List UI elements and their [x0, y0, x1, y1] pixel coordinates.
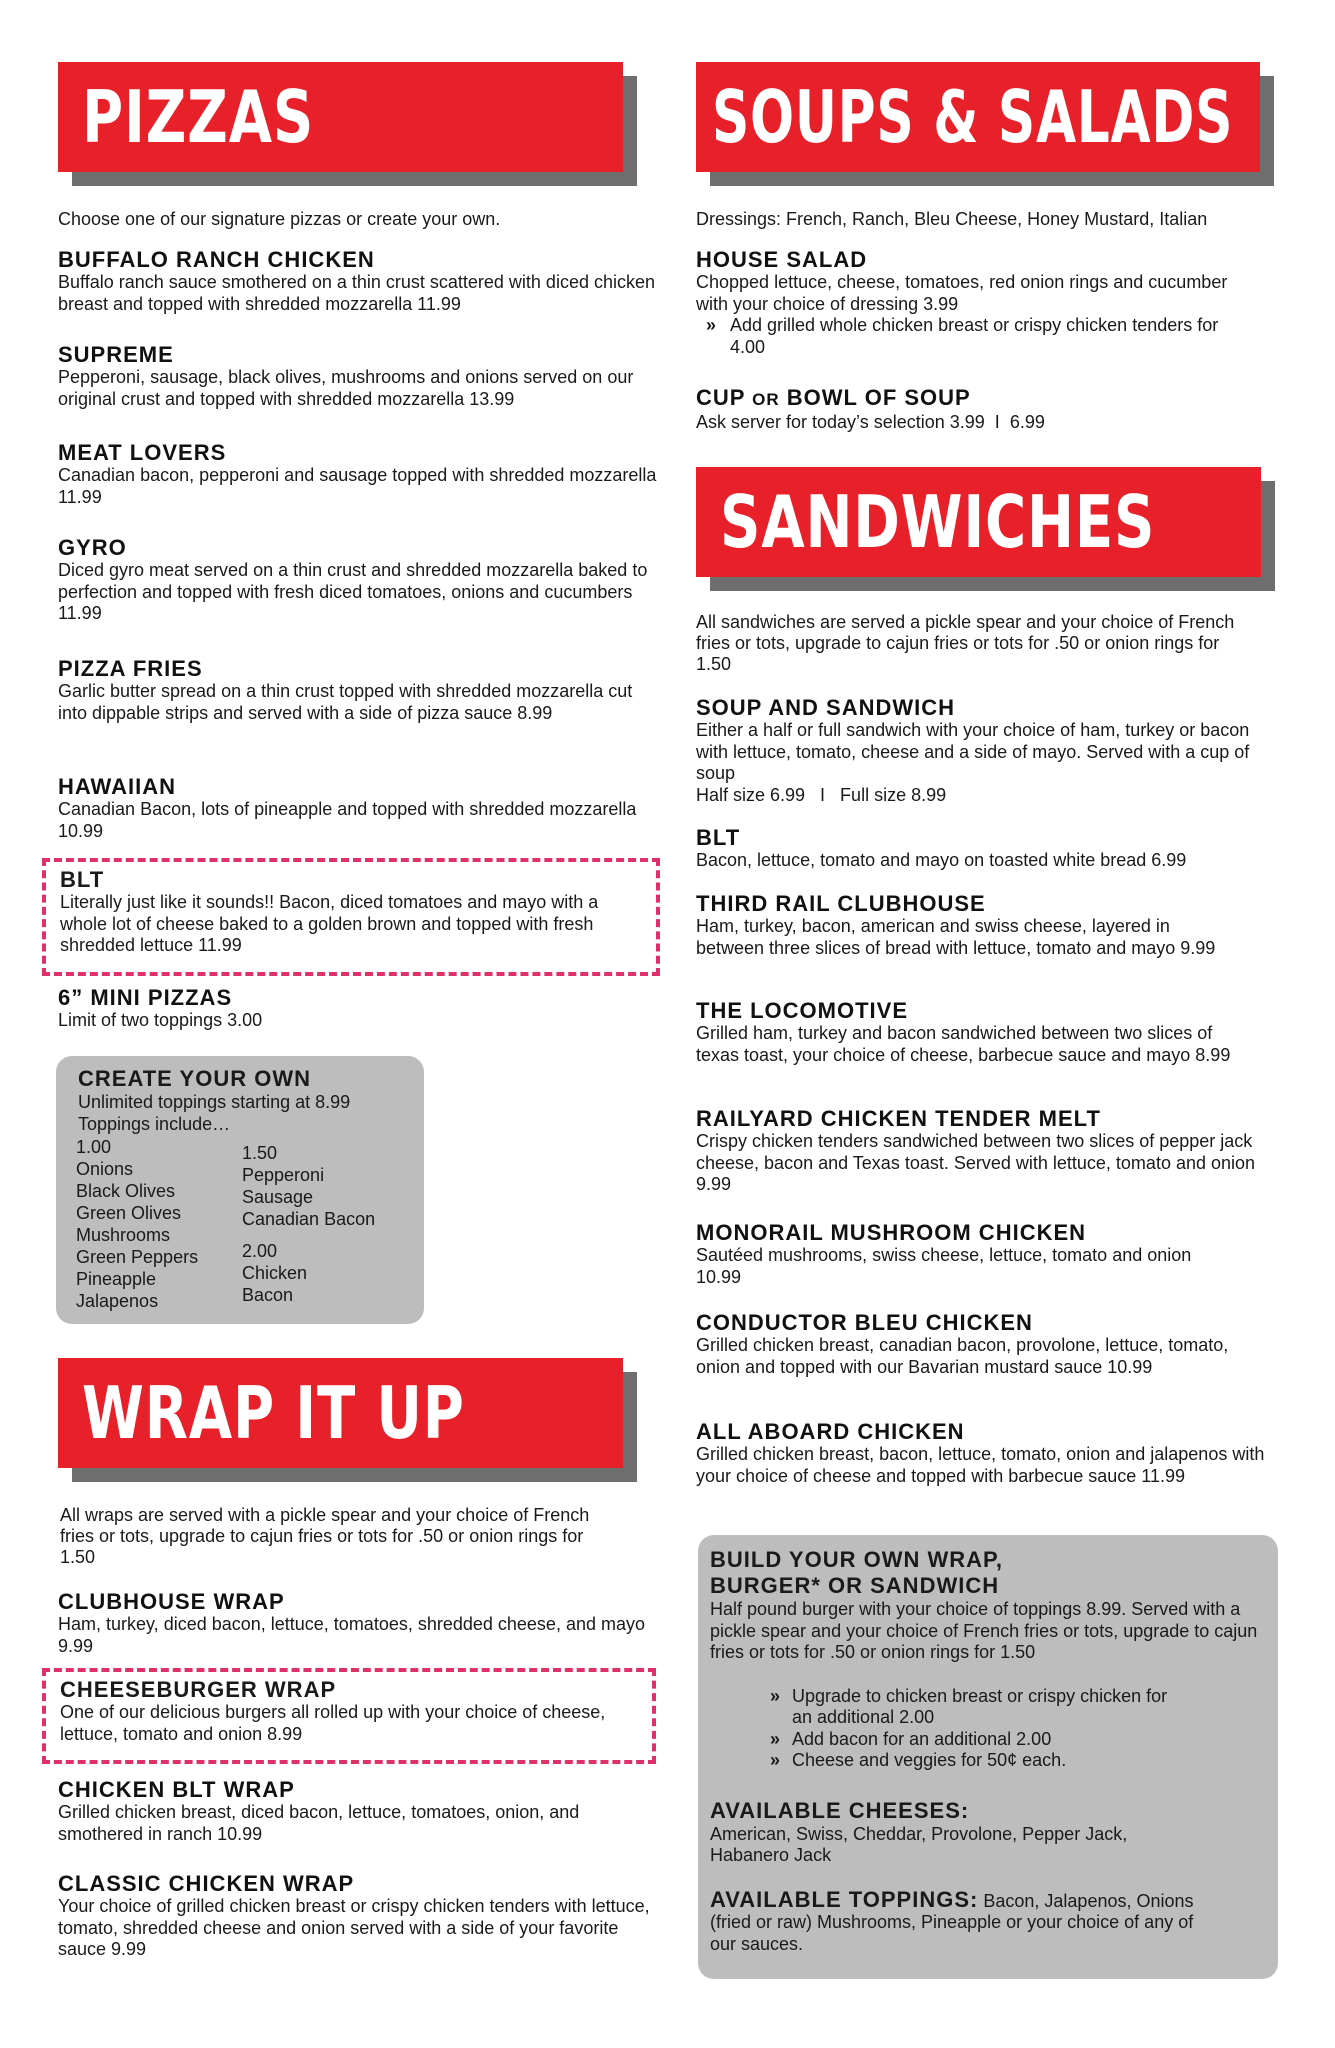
build-desc: Half pound burger with your choice of toppings 8.99. Served with a pickle spear and your choice of French fries or tots, upgrade to cajun fries or tots for .50 or onion rings for 1.50	[710, 1599, 1258, 1662]
item-desc: Crispy chicken tenders sandwiched between two slices of pepper jack cheese, bacon and Texas toast. Served with lettuce, tomato and onion 9.99	[696, 1131, 1256, 1194]
double-chevron-icon: »	[770, 1728, 781, 1749]
soups-intro: Dressings: French, Ranch, Bleu Cheese, Honey Mustard, Italian	[696, 209, 1208, 229]
topping: Bacon	[242, 1285, 294, 1305]
item-name: SOUP AND SANDWICH	[696, 695, 956, 720]
soups-title: SOUPS & SALADS	[712, 75, 1234, 159]
soups-banner	[696, 62, 1260, 172]
bullet-text: Add bacon for an additional 2.00	[792, 1728, 1052, 1749]
menu-item	[58, 343, 658, 410]
item-name: 6” MINI PIZZAS	[58, 985, 233, 1010]
addon-text: Add grilled whole chicken breast or crispy chicken tenders for 4.00	[730, 315, 1219, 357]
item-name: THIRD RAIL CLUBHOUSE	[696, 891, 986, 916]
banner-face	[696, 62, 1260, 172]
sandwiches-title: SANDWICHES	[720, 480, 1156, 564]
toppings-col-2	[242, 1142, 375, 1230]
item-name: THE LOCOMOTIVE	[696, 998, 908, 1023]
build-title-line1: BUILD YOUR OWN WRAP,	[710, 1547, 1003, 1572]
topping: Chicken	[242, 1263, 308, 1283]
item-desc: One of our delicious burgers all rolled up with your choice of cheese, lettuce, tomato and onion 8.99	[60, 1702, 606, 1744]
item-desc: Garlic butter spread on a thin crust topped with shredded mozzarella cut into dippable strips and served with a side of pizza sauce 8.99	[58, 681, 633, 723]
topping: Sausage	[242, 1187, 314, 1207]
item-name: GYRO	[58, 535, 127, 560]
item-desc: Ask server for today’s selection 3.99 I 6.99	[696, 412, 1045, 432]
menu-item	[696, 248, 1236, 358]
wraps-title: WRAP IT UP	[82, 1371, 465, 1455]
menu-item	[696, 1311, 1236, 1378]
cheeses-title: AVAILABLE CHEESES:	[710, 1797, 970, 1823]
banner-face	[58, 1358, 623, 1468]
menu-item	[58, 775, 658, 842]
item-name: CHICKEN BLT WRAP	[58, 1777, 295, 1802]
item-name: HAWAIIAN	[58, 774, 176, 799]
item-sizes: Half size 6.99 I Full size 8.99	[696, 784, 947, 805]
item-desc: Ham, turkey, bacon, american and swiss cheese, layered in between three slices of bread with lettuce, tomato and mayo 9.99	[696, 916, 1216, 958]
create-your-own-box	[56, 1056, 424, 1324]
build-bullets	[770, 1686, 1190, 1772]
menu-item	[58, 248, 658, 315]
toppings-col-3	[242, 1240, 307, 1306]
item-desc: Your choice of grilled chicken breast or crispy chicken tenders with lettuce, tomato, shredded cheese and onion served with a side of your favorite sauce 9.99	[58, 1896, 650, 1959]
pizzas-intro: Choose one of our signature pizzas or create your own.	[58, 209, 501, 229]
cup-name-a: CUP	[696, 385, 753, 410]
topping-price: 2.00	[242, 1241, 278, 1261]
bullet-item	[770, 1750, 1190, 1772]
item-desc: Diced gyro meat served on a thin crust and shredded mozzarella baked to perfection and topped with fresh diced tomatoes, onions and cucumbers 11.99	[58, 560, 648, 623]
topping: Pepperoni	[242, 1165, 325, 1185]
menu-item	[58, 986, 658, 1032]
menu-item	[696, 1420, 1286, 1487]
topping: Jalapenos	[76, 1291, 159, 1311]
pizzas-banner	[58, 62, 623, 172]
wraps-banner	[58, 1358, 623, 1468]
item-desc: Grilled chicken breast, canadian bacon, provolone, lettuce, tomato, onion and topped with our Bavarian mustard sauce 10.99	[696, 1335, 1229, 1377]
build-your-own-box	[698, 1535, 1278, 1979]
cup-name-b: BOWL OF SOUP	[779, 385, 971, 410]
featured-cheeseburger-wrap	[42, 1668, 656, 1764]
item-name: MONORAIL MUSHROOM CHICKEN	[696, 1220, 1087, 1245]
menu-item	[58, 1778, 658, 1845]
item-desc: Canadian Bacon, lots of pineapple and topped with shredded mozzarella 10.99	[58, 799, 637, 841]
item-desc: Literally just like it sounds!! Bacon, diced tomatoes and mayo with a whole lot of cheese baked to a golden brown and topped with fresh shredded lettuce 11.99	[60, 892, 599, 955]
item-desc: Grilled ham, turkey and bacon sandwiched between two slices of texas toast, your choice of cheese, barbecue sauce and mayo 8.99	[696, 1023, 1231, 1065]
topping: Green Peppers	[76, 1247, 199, 1267]
bullet-item	[770, 1686, 1190, 1729]
menu-item	[696, 1107, 1286, 1196]
topping-price: 1.50	[242, 1143, 278, 1163]
item-desc: Either a half or full sandwich with your choice of ham, turkey or bacon with lettuce, tomato, cheese and a side of mayo. Served with a cup of soup	[696, 720, 1250, 783]
item-name: RAILYARD CHICKEN TENDER MELT	[696, 1106, 1101, 1131]
item-name: SUPREME	[58, 342, 174, 367]
banner-face	[58, 62, 623, 172]
wraps-intro: All wraps are served with a pickle spear and your choice of French fries or tots, upgrade to cajun fries or tots for .50 or onion rings for 1.50	[60, 1505, 590, 1567]
item-name: BLT	[60, 867, 105, 892]
menu-item	[58, 441, 658, 508]
topping: Onions	[76, 1159, 134, 1179]
item-name: ALL ABOARD CHICKEN	[696, 1419, 965, 1444]
create-line2: Toppings include…	[78, 1113, 231, 1134]
topping: Black Olives	[76, 1181, 176, 1201]
item-name: CONDUCTOR BLEU CHICKEN	[696, 1310, 1033, 1335]
cup-name-or: OR	[752, 390, 780, 409]
item-name: BUFFALO RANCH CHICKEN	[58, 247, 375, 272]
double-chevron-icon: »	[770, 1685, 781, 1706]
topping: Canadian Bacon	[242, 1209, 376, 1229]
toppings-title: AVAILABLE TOPPINGS:	[710, 1886, 979, 1912]
toppings-col-1	[76, 1136, 198, 1312]
cheeses-list: American, Swiss, Cheddar, Provolone, Pepper Jack, Habanero Jack	[710, 1823, 1128, 1865]
sandwiches-banner	[696, 467, 1261, 577]
item-desc: Pepperoni, sausage, black olives, mushrooms and onions served on our original crust and topped with shredded mozzarella 13.99	[58, 367, 634, 409]
menu-item	[58, 657, 658, 724]
item-desc: Sautéed mushrooms, swiss cheese, lettuce, tomato and onion 10.99	[696, 1245, 1192, 1287]
menu-item	[58, 536, 658, 625]
item-name	[696, 386, 1286, 412]
menu-item	[696, 892, 1236, 959]
featured-blt-pizza	[42, 858, 660, 976]
item-desc: Ham, turkey, diced bacon, lettuce, tomatoes, shredded cheese, and mayo 9.99	[58, 1614, 645, 1656]
menu-item	[58, 1590, 658, 1657]
item-desc: Grilled chicken breast, bacon, lettuce, tomato, onion and jalapenos with your choice of cheese and topped with barbecue sauce 11.99	[696, 1444, 1265, 1486]
item-name: CHEESEBURGER WRAP	[60, 1677, 337, 1702]
menu-item	[696, 386, 1286, 434]
item-name: HOUSE SALAD	[696, 247, 868, 272]
topping: Mushrooms	[76, 1225, 171, 1245]
bullet-text: Cheese and veggies for 50¢ each.	[792, 1750, 1067, 1770]
bullet-item	[770, 1729, 1190, 1751]
menu-item	[696, 696, 1276, 806]
item-name: CLASSIC CHICKEN WRAP	[58, 1871, 355, 1896]
bullet-text: Upgrade to chicken breast or crispy chicken for an additional 2.00	[792, 1685, 1168, 1727]
build-title-line2: BURGER* OR SANDWICH	[710, 1573, 1000, 1598]
banner-face	[696, 467, 1261, 577]
sandwiches-intro: All sandwiches are served a pickle spear and your choice of French fries or tots, upgrade to cajun fries or tots for .50 or onion rings for 1.50	[696, 612, 1235, 674]
create-line1: Unlimited toppings starting at 8.99	[78, 1092, 351, 1112]
double-chevron-icon: »	[770, 1750, 781, 1770]
menu-item	[696, 1221, 1196, 1288]
double-chevron-icon: »	[706, 315, 717, 335]
toppings-list: Bacon, Jalapenos, Onions (fried or raw) Mushrooms, Pineapple or your choice of any of our sauces.	[710, 1890, 1194, 1954]
topping: Green Olives	[76, 1203, 182, 1223]
topping-price: 1.00	[76, 1137, 112, 1157]
item-desc: Bacon, lettuce, tomato and mayo on toasted white bread 6.99	[696, 850, 1187, 870]
create-title: CREATE YOUR OWN	[78, 1066, 311, 1091]
addon-note	[696, 315, 1236, 358]
item-desc: Canadian bacon, pepperoni and sausage topped with shredded mozzarella 11.99	[58, 465, 657, 507]
item-desc: Grilled chicken breast, diced bacon, lettuce, tomatoes, onion, and smothered in ranch 10.99	[58, 1802, 580, 1844]
item-desc: Limit of two toppings 3.00	[58, 1010, 263, 1030]
menu-item	[58, 1872, 658, 1961]
item-name: CLUBHOUSE WRAP	[58, 1589, 285, 1614]
item-desc: Chopped lettuce, cheese, tomatoes, red onion rings and cucumber with your choice of dressing 3.99	[696, 272, 1228, 314]
item-desc: Buffalo ranch sauce smothered on a thin crust scattered with diced chicken breast and topped with shredded mozzarella 11.99	[58, 272, 655, 314]
toppings-block	[710, 1886, 1200, 1956]
menu-item	[696, 826, 1286, 872]
menu-item	[696, 999, 1256, 1066]
item-name: PIZZA FRIES	[58, 656, 203, 681]
pizzas-title: PIZZAS	[82, 75, 315, 159]
item-name: BLT	[696, 825, 741, 850]
item-name: MEAT LOVERS	[58, 440, 227, 465]
topping: Pineapple	[76, 1269, 157, 1289]
